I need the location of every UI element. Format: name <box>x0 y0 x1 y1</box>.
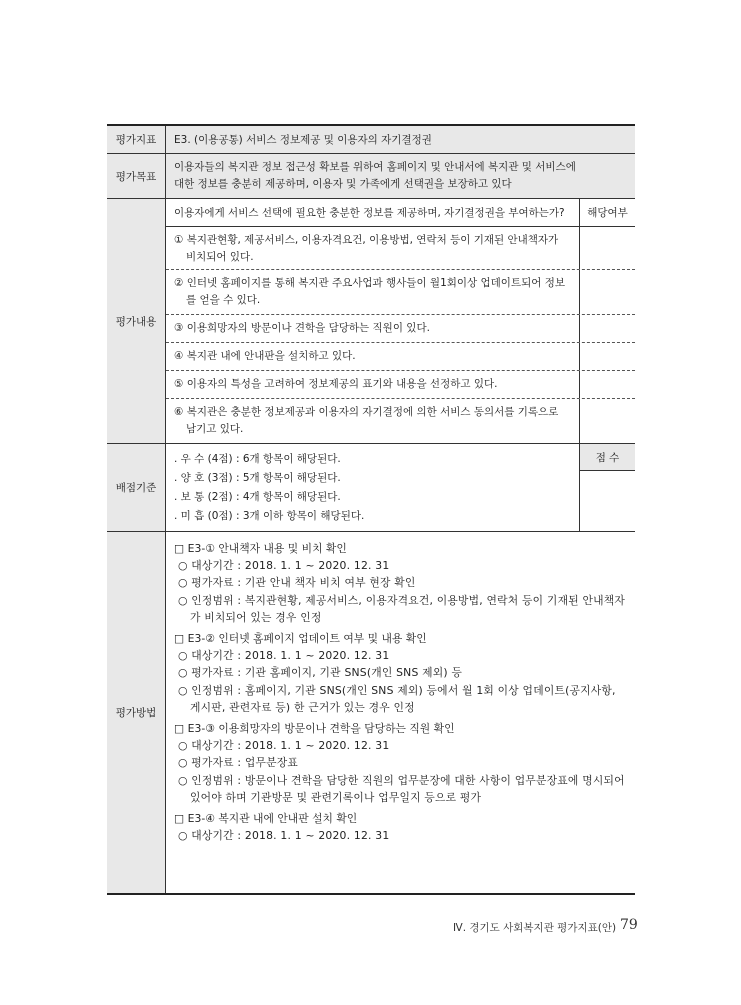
item-text: ① 복지관현황, 제공서비스, 이용자격요건, 이용방법, 연락처 등이 기재된 안내책자가 비치되어 있다. <box>174 234 559 263</box>
score-header: 점 수 <box>580 444 635 471</box>
item-text: ⑥ 복지관은 충분한 정보제공과 이용자의 자기결정에 의한 서비스 동의서를 기록으로 남기고 있다. <box>174 406 559 435</box>
footer-title: Ⅳ. 경기도 사회복지관 평가지표(안) <box>453 922 617 934</box>
applicable-header: 해당여부 <box>579 199 635 226</box>
goal-line: 대한 정보를 충분히 제공하며, 이용자 및 가족에게 선택권을 보장하고 있다 <box>174 178 512 190</box>
content-header <box>166 199 635 226</box>
scoring-line: . 보 통 (2점) : 4개 항목이 해당된다. <box>174 491 341 503</box>
item-text: ④ 복지관 내에 안내판을 설치하고 있다. <box>174 350 356 362</box>
score-cell <box>580 471 635 531</box>
content-item <box>166 398 635 443</box>
method-item: ○ 평가자료 : 업무분장표 <box>178 756 299 770</box>
goal-row <box>107 153 635 198</box>
scoring-label: 배점기준 <box>107 444 165 531</box>
scoring-row <box>107 443 635 531</box>
page-number: 79 <box>620 917 638 933</box>
method-heading: □ E3-② 인터넷 홈페이지 업데이트 여부 및 내용 확인 <box>174 632 427 646</box>
applicable-cell <box>579 343 635 370</box>
method-heading: □ E3-③ 이용희망자의 방문이나 견학을 담당하는 직원 확인 <box>174 722 455 736</box>
goal-label: 평가목표 <box>107 154 165 198</box>
method-item: ○ 대상기간 : 2018. 1. 1 ~ 2020. 12. 31 <box>178 559 390 573</box>
score-column <box>579 444 635 531</box>
method-section <box>174 630 627 716</box>
content-item <box>166 269 635 314</box>
scoring-criteria <box>166 444 579 531</box>
applicable-cell <box>579 399 635 443</box>
content-question: 이용자에게 서비스 선택에 필요한 충분한 정보를 제공하며, 자기결정권을 부여하는가? <box>174 207 565 219</box>
goal-line: 이용자들의 복지관 정보 접근성 확보를 위하여 홈페이지 및 안내서에 복지관 및 서비스에 <box>174 161 576 173</box>
method-item: ○ 평가자료 : 기관 홈페이지, 기관 SNS(개인 SNS 제외) 등 <box>178 666 463 680</box>
goal-text <box>165 154 635 198</box>
content-item <box>166 314 635 342</box>
scoring-body <box>165 444 635 531</box>
method-section <box>174 720 627 806</box>
applicable-cell <box>579 315 635 342</box>
method-item: ○ 대상기간 : 2018. 1. 1 ~ 2020. 12. 31 <box>178 829 390 843</box>
method-item: ○ 평가자료 : 기관 안내 책자 비치 여부 현장 확인 <box>178 576 416 590</box>
method-section <box>174 540 627 626</box>
item-text: ③ 이용희망자의 방문이나 견학을 담당하는 직원이 있다. <box>174 322 430 334</box>
applicable-cell <box>579 227 635 269</box>
method-item: ○ 인정범위 : 복지관현황, 제공서비스, 이용자격요건, 이용방법, 연락처 등이 기재된 안내책자가 비치되어 있는 경우 인정 <box>178 593 625 624</box>
applicable-cell <box>579 270 635 314</box>
method-body <box>165 532 635 893</box>
method-section <box>174 810 627 844</box>
indicator-text: E3. (이용공통) 서비스 정보제공 및 이용자의 자기결정권 <box>165 126 635 153</box>
method-heading: □ E3-④ 복지관 내에 안내판 설치 확인 <box>174 812 358 826</box>
scoring-line: . 우 수 (4점) : 6개 항목이 해당된다. <box>174 453 341 465</box>
applicable-cell <box>579 371 635 398</box>
method-item: ○ 인정범위 : 홈페이지, 기관 SNS(개인 SNS 제외) 등에서 월 1회 이상 업데이트(공지사항, 게시판, 관련자료 등) 한 근거가 있는 경우 인정 <box>178 683 616 714</box>
indicator-label: 평가지표 <box>107 126 165 153</box>
item-text: ② 인터넷 홈페이지를 통해 복지관 주요사업과 행사들이 월1회이상 업데이트되어 정보를 얻을 수 있다. <box>174 277 565 306</box>
method-label: 평가방법 <box>107 532 165 893</box>
method-heading: □ E3-① 안내책자 내용 및 비치 확인 <box>174 542 347 555</box>
content-label: 평가내용 <box>107 199 165 443</box>
method-item: ○ 인정범위 : 방문이나 견학을 담당한 직원의 업무분장에 대한 사항이 업무분장표에 명시되어 있어야 하며 기관방문 및 관련기록이나 업무일지 등으로 평가 <box>178 773 625 804</box>
method-row <box>107 531 635 895</box>
item-text: ⑤ 이용자의 특성을 고려하여 정보제공의 표기와 내용을 선정하고 있다. <box>174 378 498 390</box>
method-item: ○ 대상기간 : 2018. 1. 1 ~ 2020. 12. 31 <box>178 649 390 663</box>
evaluation-table <box>107 124 635 895</box>
content-item <box>166 342 635 370</box>
content-row <box>107 198 635 443</box>
scoring-line: . 미 흡 (0점) : 3개 이하 항목이 해당된다. <box>174 510 365 522</box>
scoring-line: . 양 호 (3점) : 5개 항목이 해당된다. <box>174 472 341 484</box>
indicator-row <box>107 124 635 153</box>
content-item <box>166 370 635 398</box>
content-body <box>165 199 635 443</box>
method-item: ○ 대상기간 : 2018. 1. 1 ~ 2020. 12. 31 <box>178 739 390 753</box>
content-item <box>166 226 635 269</box>
